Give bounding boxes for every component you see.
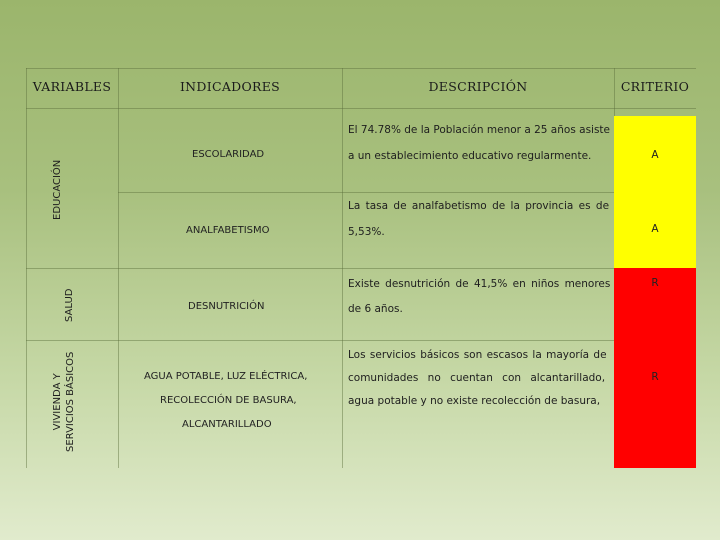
criterio-desnutricion: R (651, 277, 659, 289)
header-variables: VARIABLES (32, 78, 112, 94)
indicador-desnutricion: DESNUTRICIÓN (188, 301, 265, 312)
variables-table (26, 60, 696, 468)
variable-vivienda-line2: SERVICIOS BÁSICOS (64, 351, 76, 452)
descripcion-servicios-line3: agua potable y no existe recolección de basura, (348, 395, 601, 407)
descripcion-desnutricion-line2: de 6 años. (348, 303, 403, 315)
criterio-cell-servicios (614, 340, 696, 468)
criterio-analfabetismo: A (651, 223, 659, 235)
indicador-analfabetismo: ANALFABETISMO (186, 225, 270, 236)
descripcion-servicios-line2: comunidades no cuentan con alcantarillado, (348, 372, 606, 384)
descripcion-servicios-line1: Los servicios básicos son escasos la mayoría de (348, 349, 607, 361)
descripcion-analfabetismo-line2: 5,53%. (348, 226, 385, 238)
indicador-escolaridad: ESCOLARIDAD (192, 149, 265, 160)
header-descripcion: DESCRIPCIÓN (428, 78, 528, 94)
indicador-servicios-line1: AGUA POTABLE, LUZ ELÉCTRICA, (144, 371, 308, 382)
header-indicadores: INDICADORES (179, 78, 281, 94)
descripcion-escolaridad-line2: a un establecimiento educativo regularmente. (348, 150, 592, 162)
indicador-servicios-line3: ALCANTARILLADO (182, 419, 272, 430)
descripcion-escolaridad-line1: El 74.78% de la Población menor a 25 años asiste (348, 124, 611, 136)
variable-salud: SALUD (64, 288, 75, 322)
descripcion-analfabetismo-line1: La tasa de analfabetismo de la provincia es de (348, 200, 610, 212)
variable-educacion: EDUCACIÓN (52, 159, 63, 220)
descripcion-desnutricion-line1: Existe desnutrición de 41,5% en niños menores (348, 278, 611, 290)
indicador-servicios-line2: RECOLECCIÓN DE BASURA, (160, 395, 297, 406)
criterio-escolaridad: A (651, 149, 659, 161)
criterio-servicios: R (651, 371, 659, 383)
variable-vivienda-line1: VIVIENDA Y (52, 373, 63, 431)
variable-vivienda (52, 352, 77, 452)
header-criterio: CRITERIO (620, 78, 690, 94)
